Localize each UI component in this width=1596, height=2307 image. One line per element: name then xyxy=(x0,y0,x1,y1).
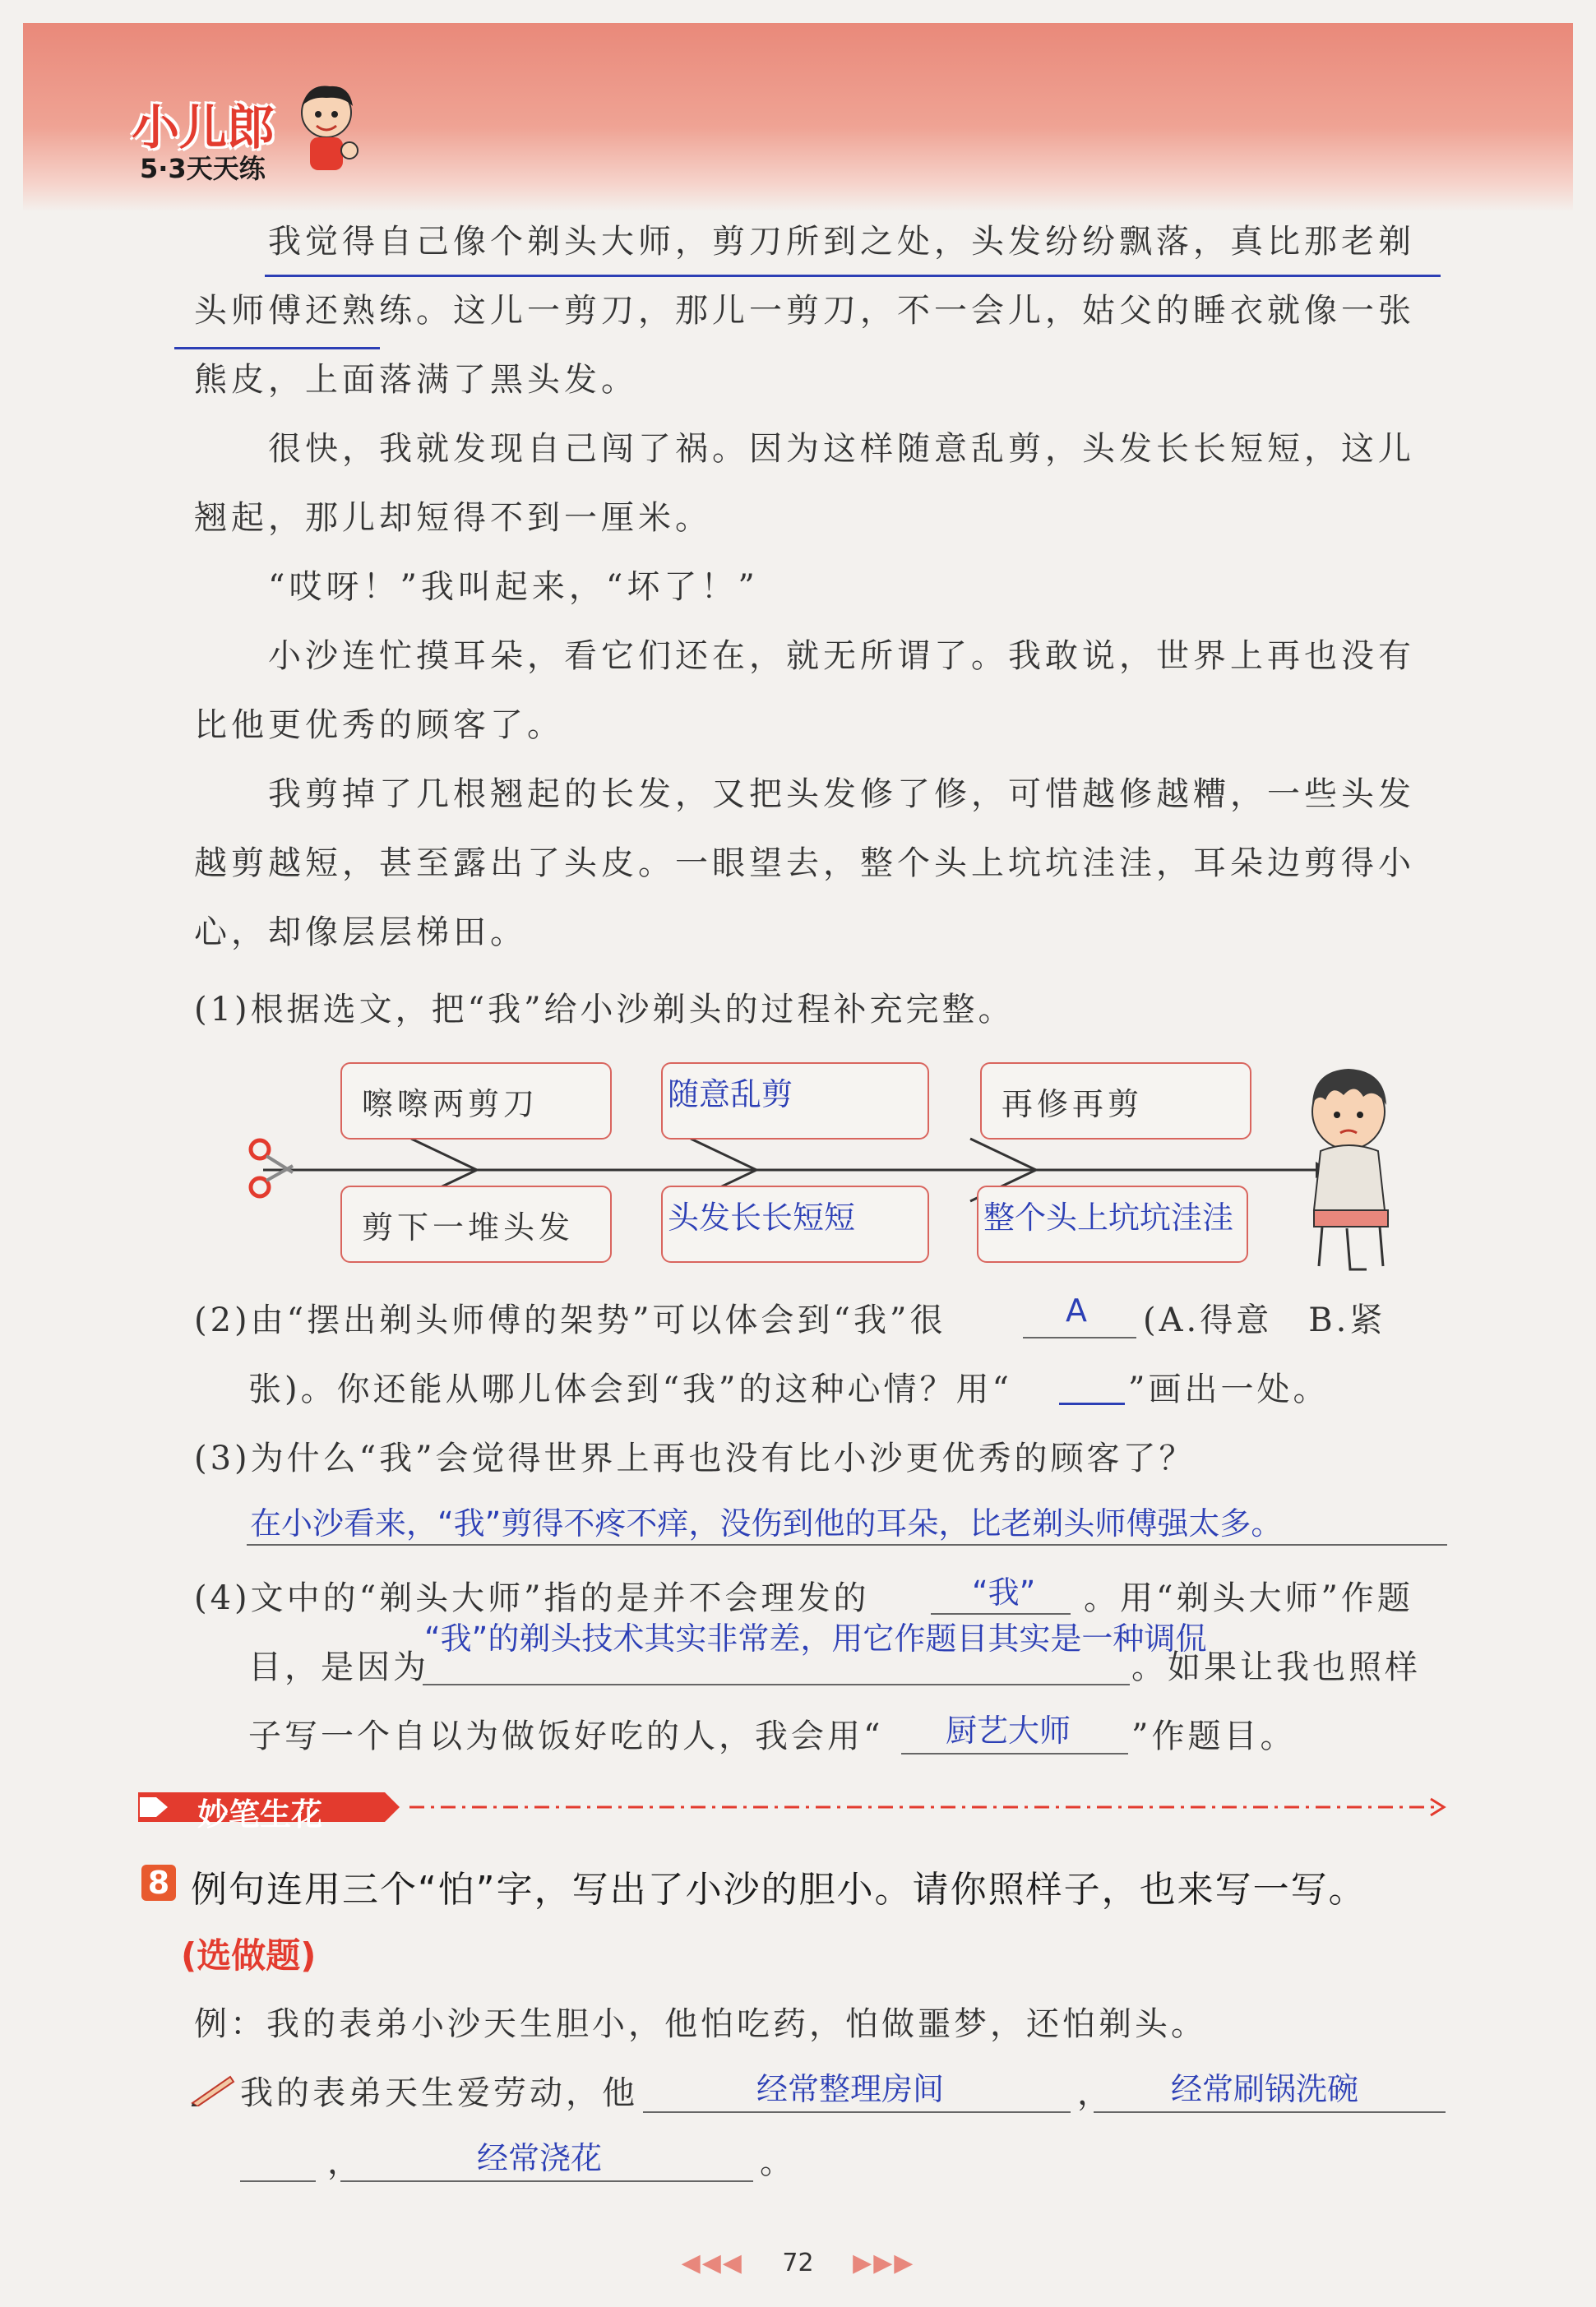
q4-blank-3[interactable] xyxy=(901,1753,1128,1755)
q2-options: (A.得意 B.紧 xyxy=(1143,1301,1386,1339)
q8-blank-3a[interactable] xyxy=(240,2180,316,2182)
process-step-3: 再修再剪 xyxy=(980,1062,1251,1140)
section-header xyxy=(138,1784,1454,1833)
process-step-5: 头发长长短短 xyxy=(661,1186,929,1263)
q8-prompt: 例句连用三个“怕”字，写出了小沙的胆小。请你照样子，也来写一写。 xyxy=(191,1869,1367,1911)
next-arrows-icon: ▶▶▶ xyxy=(853,2249,915,2277)
underline-mark xyxy=(265,271,1441,277)
q8-optional-label: (选做题) xyxy=(181,1935,317,1976)
q1-prompt: (1)根据选文，把“我”给小沙剃头的过程补充完整。 xyxy=(194,991,1015,1029)
section-title: 妙笔生花 xyxy=(197,1796,323,1833)
brand-subtitle: 5·3天天练 xyxy=(140,153,266,184)
boy-haircut-illustration xyxy=(1289,1054,1413,1276)
q8-blank-2[interactable] xyxy=(1094,2111,1446,2113)
passage-paragraph-2: 很快，我就发现自己闯了祸。因为这样随意乱剪，头发长长短短，这儿翘起，那儿却短得不到一厘米。 xyxy=(194,430,1415,537)
section-banner xyxy=(138,1784,1454,1830)
q8-end: 。 xyxy=(760,2143,796,2181)
brand-title: 小儿郎 xyxy=(132,99,275,155)
q8-blank-1[interactable] xyxy=(643,2111,1071,2113)
q8-comma: ， xyxy=(1077,2074,1113,2112)
underline-mark xyxy=(174,344,380,349)
passage-paragraph-4: 小沙连忙摸耳朵，看它们还在，就无所谓了。我敢说，世界上再也没有比他更优秀的顾客了。 xyxy=(194,637,1415,744)
q4-line1: (4)文中的“剃头大师”指的是并不会理发的 xyxy=(194,1579,870,1617)
process-step-2: 随意乱剪 xyxy=(661,1062,929,1140)
pen-icon xyxy=(189,2070,235,2106)
q4-answer-1: “我” xyxy=(972,1574,1036,1611)
page-footer xyxy=(0,2249,1596,2277)
q2-line2: 张)。你还能从哪儿体会到“我”的这种心情？用“ xyxy=(248,1371,1012,1408)
process-step-6: 整个头上坑坑洼洼 xyxy=(977,1186,1248,1263)
prev-arrows-icon: ◀◀◀ xyxy=(681,2249,743,2277)
q3-answer-line[interactable] xyxy=(247,1544,1447,1546)
passage-paragraph-3: “哎呀！”我叫起来，“坏了！” xyxy=(268,568,759,606)
q2-line1: (2)由“摆出剃头师傅的架势”可以体会到“我”很 xyxy=(194,1301,946,1339)
q4-blank-2[interactable] xyxy=(423,1684,1130,1685)
q8-write-prompt: 我的表弟天生爱劳动，他 xyxy=(240,2074,638,2112)
q3-answer: 在小沙看来，“我”剪得不疼不痒，没伤到他的耳朵，比老剃头师傅强太多。 xyxy=(250,1505,1283,1542)
scissors-icon xyxy=(247,1136,296,1202)
q8-comma-2: ， xyxy=(327,2143,363,2181)
passage-paragraph-1: 我觉得自己像个剃头大师，剪刀所到之处，头发纷纷飘落，真比那老剃头师傅还熟练。这儿一剪刀，那儿一剪刀，不一会儿，姑父的睡衣就像一张熊皮，上面落满了黑头发。 xyxy=(194,223,1415,399)
q8-answer-1: 经常整理房间 xyxy=(756,2071,945,2107)
process-step-4: 剪下一堆头发 xyxy=(340,1186,612,1263)
q8-blank-3[interactable] xyxy=(340,2180,753,2182)
q4-line3: 子写一个自以为做饭好吃的人，我会用“ xyxy=(248,1718,884,1755)
underline-mark xyxy=(1059,1399,1125,1405)
q2-answer: A xyxy=(1066,1292,1087,1329)
q4-line3-end: ”作题目。 xyxy=(1131,1718,1297,1755)
page-number: 72 xyxy=(782,2249,814,2277)
q4-answer-3: 厨艺大师 xyxy=(946,1713,1071,1749)
q3-prompt: (3)为什么“我”会觉得世界上再也没有比小沙更优秀的顾客了？ xyxy=(194,1440,1196,1477)
q4-line1-end: 。用“剃头大师”作题 xyxy=(1084,1579,1413,1617)
q8-example: 例：我的表弟小沙天生胆小，他怕吃药，怕做噩梦，还怕剃头。 xyxy=(194,2005,1207,2043)
q4-line2-end: 。如果让我也照样 xyxy=(1131,1648,1421,1686)
q4-line2: 目，是因为 xyxy=(248,1648,429,1686)
passage-paragraph-5: 我剪掉了几根翘起的长发，又把头发修了修，可惜越修越糟，一些头发越剪越短，甚至露出了头皮。一眼望去，整个头上坑坑洼洼，耳朵边剪得小心，却像层层梯田。 xyxy=(194,775,1415,951)
process-step-1: 嚓嚓两剪刀 xyxy=(340,1062,612,1140)
question-number-badge: 8 xyxy=(141,1865,176,1901)
q2-line2-end: ”画出一处。 xyxy=(1128,1371,1330,1408)
q2-answer-blank[interactable] xyxy=(1023,1337,1136,1338)
mascot-icon xyxy=(292,78,366,177)
q4-answer-2: “我”的剃头技术其实非常差，用它作题目其实是一种调侃 xyxy=(424,1620,1207,1657)
q8-answer-2: 经常刷锅洗碗 xyxy=(1171,2071,1359,2107)
q8-answer-3: 经常浇花 xyxy=(477,2140,603,2176)
